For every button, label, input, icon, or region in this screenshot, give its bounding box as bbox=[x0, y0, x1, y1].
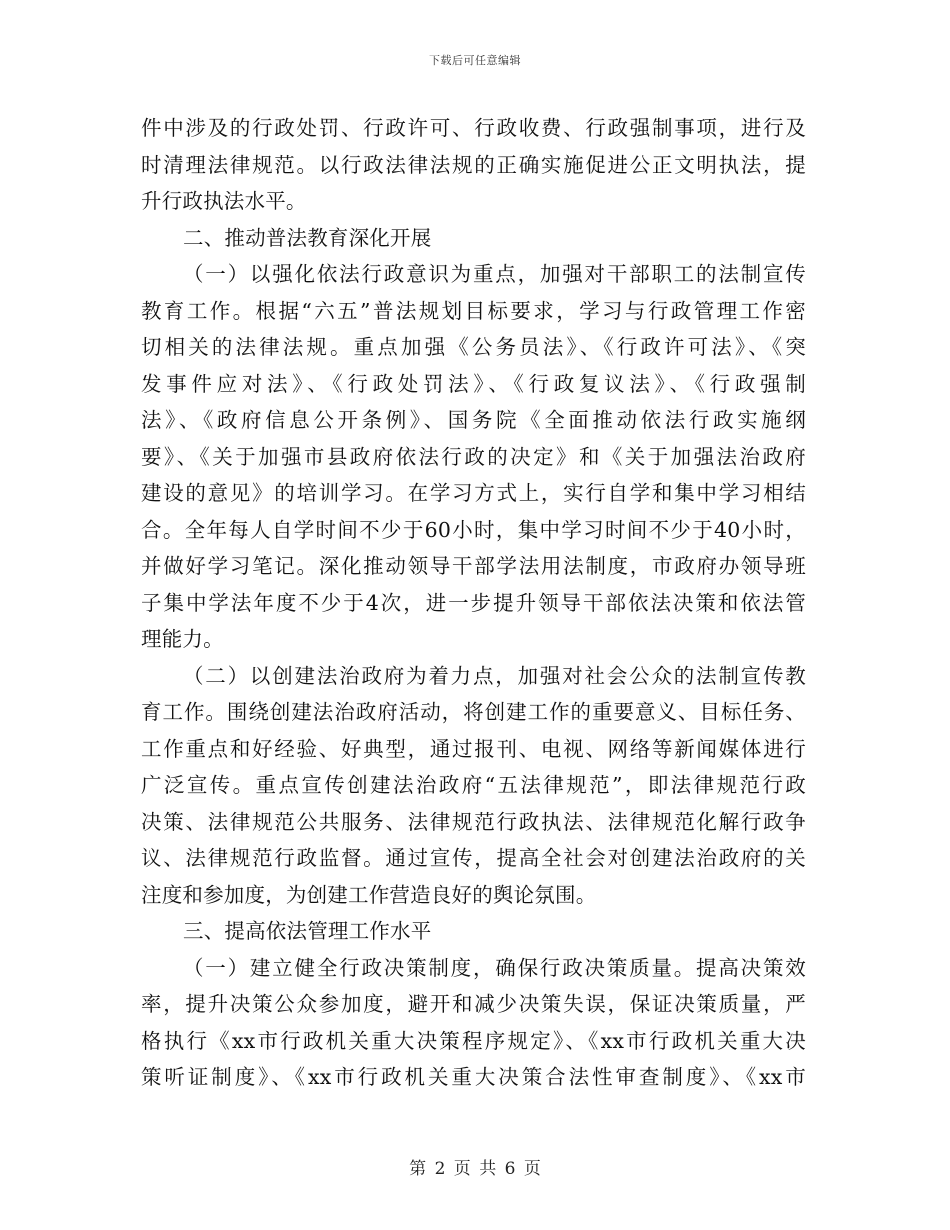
text-line: 决策、法律规范公共服务、法律规范行政执法、法律规范化解行政争 bbox=[141, 809, 806, 834]
section-heading: 三、提高依法管理工作水平 bbox=[183, 919, 432, 943]
text-line: 工作重点和好经验、好典型，通过报刊、电视、网络等新闻媒体进行 bbox=[141, 736, 806, 761]
text-line: 件中涉及的行政处罚、行政许可、行政收费、行政强制事项，进行及 bbox=[141, 116, 806, 140]
text-line: 率，提升决策公众参加度，避开和减少决策失误，保证决策质量，严 bbox=[141, 992, 806, 1016]
text-line: 格执行《xx市行政机关重大决策程序规定》、《xx市行政机关重大决 bbox=[141, 1028, 806, 1053]
text-line: （一）以强化依法行政意识为重点，加强对干部职工的法制宣传 bbox=[183, 262, 806, 286]
body-text bbox=[141, 110, 806, 1096]
text-line: 策听证制度》、《xx市行政机关重大决策合法性审查制度》、《xx市 bbox=[141, 1065, 806, 1089]
section-heading: 二、推动普法教育深化开展 bbox=[183, 225, 432, 250]
text-line: 合。全年每人自学时间不少于60小时，集中学习时间不少于40小时， bbox=[141, 517, 806, 542]
text-line: 广泛宣传。重点宣传创建法治政府“五法律规范”，即法律规范行政 bbox=[141, 773, 806, 797]
text-line: 时清理法律规范。以行政法律法规的正确实施促进公正文明执法，提 bbox=[141, 152, 806, 177]
text-line: 注度和参加度，为创建工作营造良好的舆论氛围。 bbox=[141, 882, 597, 907]
text-line: 子集中学法年度不少于4次，进一步提升领导干部依法决策和依法管 bbox=[141, 590, 806, 615]
text-line: 并做好学习笔记。深化推动领导干部学法用法制度，市政府办领导班 bbox=[141, 554, 806, 578]
text-line: 建设的意见》的培训学习。在学习方式上，实行自学和集中学习相结 bbox=[141, 481, 806, 505]
text-line: 法》、《政府信息公开条例》、国务院《全面推动依法行政实施纲 bbox=[141, 408, 806, 432]
text-line: 教育工作。根据“六五”普法规划目标要求，学习与行政管理工作密 bbox=[141, 298, 806, 323]
text-line: （一）建立健全行政决策制度，确保行政决策质量。提高决策效 bbox=[183, 955, 806, 980]
text-line: 议、法律规范行政监督。通过宣传，提高全社会对创建法治政府的关 bbox=[141, 846, 806, 870]
text-line: （二）以创建法治政府为着力点，加强对社会公众的法制宣传教 bbox=[183, 663, 806, 688]
text-line: 升行政执法水平。 bbox=[141, 189, 307, 213]
text-line: 育工作。围绕创建法治政府活动，将创建工作的重要意义、目标任务、 bbox=[141, 700, 806, 724]
text-line: 要》、《关于加强市县政府依法行政的决定》和《关于加强法治政府 bbox=[141, 444, 806, 469]
text-line: 切相关的法律法规。重点加强《公务员法》、《行政许可法》、《突 bbox=[141, 335, 806, 359]
text-line: 理能力。 bbox=[141, 627, 224, 651]
page-number: 第 2 页 共 6 页 bbox=[409, 1159, 541, 1179]
text-line: 发事件应对法》、《行政处罚法》、《行政复议法》、《行政强制 bbox=[141, 371, 806, 396]
header-note: 下载后可任意编辑 bbox=[429, 54, 521, 67]
